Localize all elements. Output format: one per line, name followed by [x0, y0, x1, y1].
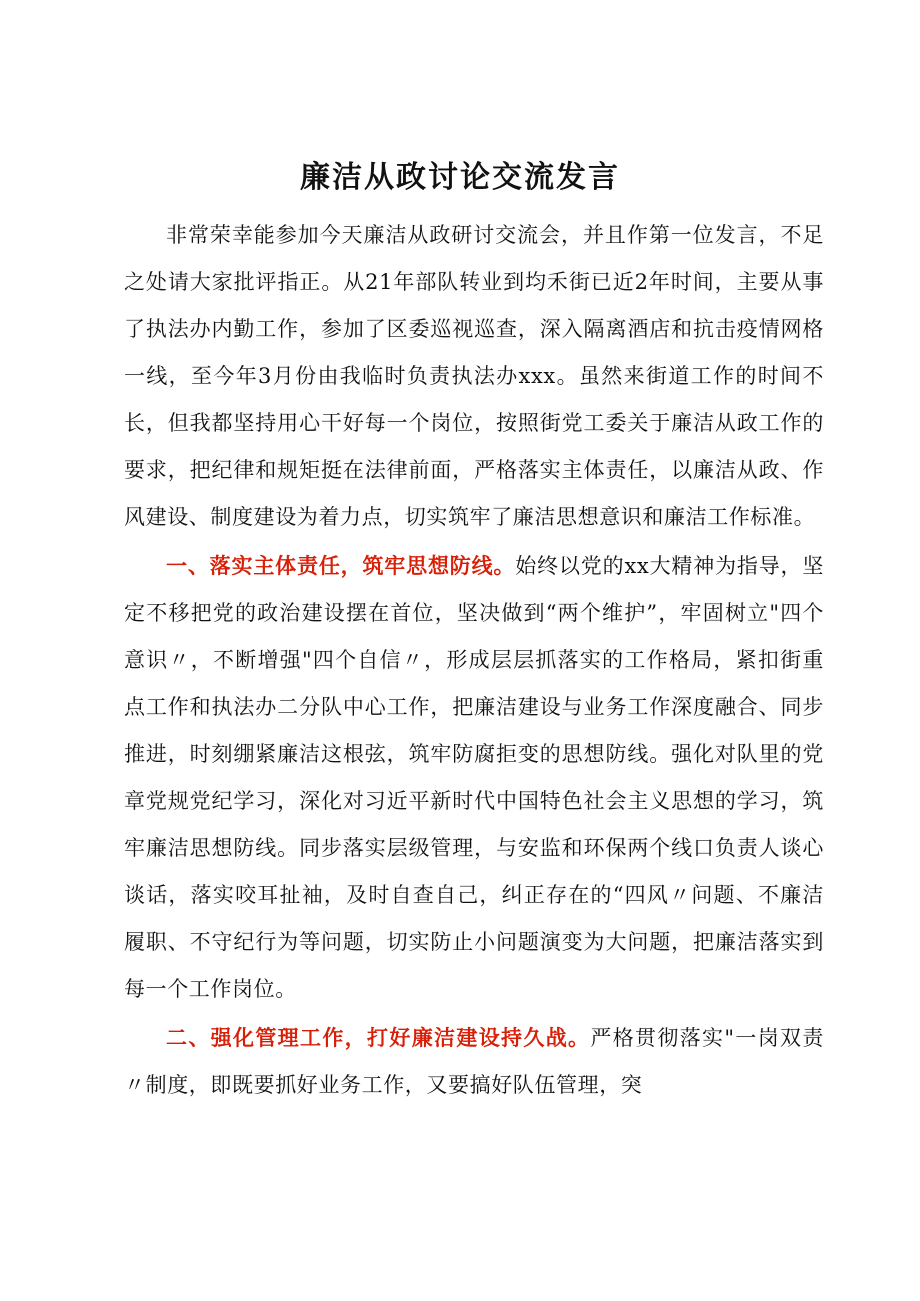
section-2-heading: 二、强化管理工作，打好廉洁建设持久战。	[166, 1026, 591, 1050]
paragraph-intro	[124, 212, 824, 541]
page-title: 廉洁从政讨论交流发言	[300, 160, 620, 195]
section-2-text: 严格贯彻落实"一岗双责〃制度，即既要抓好业务工作，又要搞好队伍管理，突	[124, 1026, 824, 1097]
paragraph-section-1	[124, 543, 824, 1013]
section-1-heading: 一、落实主体责任，筑牢思想防线。	[166, 554, 516, 578]
paragraph-intro-text: 非常荣幸能参加今天廉洁从政研讨交流会，并且作第一位发言，不足之处请大家批评指正。从21年部队转业到均禾街已近2年时间，主要从事了执法办内勤工作，参加了区委巡视巡查，深入隔离酒店和抗击疫情网格一线，至今年3月份由我临时负责执法办xxx。虽然来街道工作的时间不长，但我都坚持用心干好每一个岗位，按照街党工委关于廉洁从政工作的要求，把纪律和规矩挺在法律前面，严格落实主体责任，以廉洁从政、作风建设、制度建设为着力点，切实筑牢了廉洁思想意识和廉洁工作标准。	[124, 223, 824, 529]
paragraph-section-2	[124, 1015, 824, 1109]
section-1-text: 始终以党的xx大精神为指导，坚定不移把党的政治建设摆在首位，坚决做到“两个维护”，牢固树立"四个意识〃，不断增强"四个自信〃，形成层层抓落实的工作格局，紧扣街重点工作和执法办二分队中心工作，把廉洁建设与业务工作深度融合、同步推进，时刻绷紧廉洁这根弦，筑牢防腐拒变的思想防线。强化对队里的党章党规党纪学习，深化对习近平新时代中国特色社会主义思想的学习，筑牢廉洁思想防线。同步落实层级管理，与安监和环保两个线口负责人谈心谈话，落实咬耳扯袖，及时自查自己，纠正存在的“四风〃问题、不廉洁履职、不守纪行为等问题，切实防止小问题演变为大问题，把廉洁落实到每一个工作岗位。	[124, 554, 824, 1001]
document-body	[124, 212, 824, 1109]
